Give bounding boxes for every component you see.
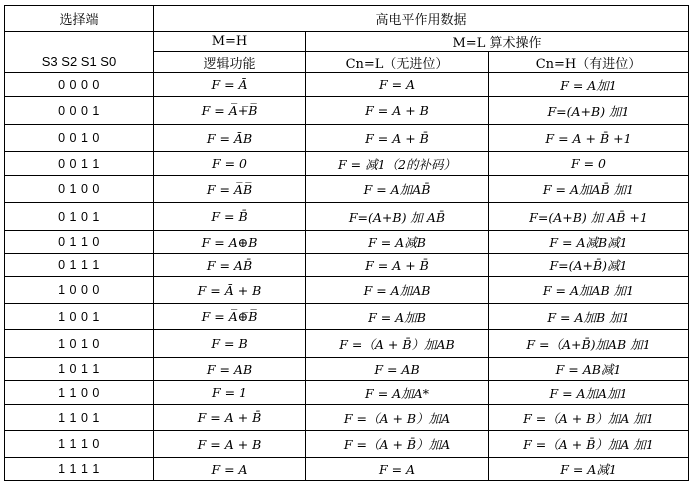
select-bits-cell: 0 0 1 1 [5, 152, 154, 176]
high-level-label: 高电平作用数据 [154, 6, 689, 32]
cn-high-header: Cn=H（有进位） [489, 52, 689, 73]
table-row [5, 358, 689, 381]
cn-high-cell: F = A加AB̄ 加1 [489, 176, 689, 203]
cn-low-cell: F = A加B [306, 304, 489, 330]
select-bits-cell: 1 0 1 1 [5, 358, 154, 381]
cn-low-cell: F = A减B [306, 231, 489, 254]
m-low-header: M=L 算术操作 [306, 32, 689, 52]
logic-function-cell: F = ĀB [154, 125, 306, 152]
cn-high-cell: F=(A+B̄)减1 [489, 254, 689, 277]
select-bits-cell: 0 0 0 0 [5, 73, 154, 97]
logic-function-header: 逻辑功能 [154, 52, 306, 73]
cn-low-cell: F = A加A* [306, 381, 489, 405]
table-row [5, 431, 689, 458]
cn-high-cell: F=(A+B) 加1 [489, 97, 689, 125]
logic-function-cell: F = AB [154, 358, 306, 381]
select-bits-cell: 0 1 1 0 [5, 231, 154, 254]
logic-function-cell: F = A [154, 458, 306, 481]
select-bits-header: S3 S2 S1 S0 [5, 32, 154, 73]
cn-low-cell: F = A + B̄ [306, 125, 489, 152]
select-bits-cell: 1 1 0 0 [5, 381, 154, 405]
cn-low-cell: F =（A + B）加A [306, 405, 489, 431]
logic-function-cell: F = A + B [154, 431, 306, 458]
logic-function-cell: F = A⊕B [154, 231, 306, 254]
table-row [5, 176, 689, 203]
select-bits-cell: 0 1 0 0 [5, 176, 154, 203]
cn-high-cell: F = A减1 [489, 458, 689, 481]
logic-function-cell: F = A̅⊕̅B̅ [154, 304, 306, 330]
cn-high-cell: F =（A + B）加A 加1 [489, 405, 689, 431]
table-row [5, 97, 689, 125]
alu-function-table [4, 5, 689, 481]
table-row [5, 405, 689, 431]
cn-low-cell: F = A + B̄ [306, 254, 489, 277]
cn-high-cell: F = A加AB 加1 [489, 277, 689, 304]
table-body [5, 6, 689, 481]
cn-low-cell: F=(A+B) 加 AB̄ [306, 203, 489, 231]
table-row [5, 231, 689, 254]
table-row [5, 73, 689, 97]
table-row [5, 152, 689, 176]
cn-high-cell: F =（A + B̄）加A 加1 [489, 431, 689, 458]
cn-low-cell: F = A [306, 73, 489, 97]
table-row [5, 277, 689, 304]
header-row-2 [5, 32, 689, 52]
select-bits-cell: 1 1 1 1 [5, 458, 154, 481]
m-high-header: M=H [154, 32, 306, 52]
table-row [5, 125, 689, 152]
cn-high-cell: F = AB减1 [489, 358, 689, 381]
select-bits-cell: 1 0 0 0 [5, 277, 154, 304]
select-bits-cell: 0 0 0 1 [5, 97, 154, 125]
select-bits-cell: 0 1 0 1 [5, 203, 154, 231]
logic-function-cell: F = A̅B̅ [154, 176, 306, 203]
logic-function-cell: F = B̄ [154, 203, 306, 231]
cn-high-cell: F=(A+B) 加 AB̄ +1 [489, 203, 689, 231]
logic-function-cell: F = Ā [154, 73, 306, 97]
table-row [5, 381, 689, 405]
select-bits-cell: 0 0 1 0 [5, 125, 154, 152]
logic-function-cell: F = A + B̄ [154, 405, 306, 431]
cn-low-header: Cn=L（无进位） [306, 52, 489, 73]
logic-function-cell: F = B [154, 330, 306, 358]
cn-high-cell: F = A加1 [489, 73, 689, 97]
logic-function-cell: F = 0 [154, 152, 306, 176]
cn-low-cell: F = AB [306, 358, 489, 381]
cn-low-cell: F =（A + B̄）加A [306, 431, 489, 458]
cn-low-cell: F =（A + B̄）加AB [306, 330, 489, 358]
table-row [5, 203, 689, 231]
table-row [5, 330, 689, 358]
select-bits-cell: 1 1 1 0 [5, 431, 154, 458]
cn-high-cell: F = A加A加1 [489, 381, 689, 405]
cn-low-cell: F = A加AB̄ [306, 176, 489, 203]
logic-function-cell: F = AB̄ [154, 254, 306, 277]
cn-high-cell: F = A减B减1 [489, 231, 689, 254]
cn-low-cell: F = 减1（2的补码） [306, 152, 489, 176]
cn-low-cell: F = A + B [306, 97, 489, 125]
logic-function-cell: F = A̅+̅B̅ [154, 97, 306, 125]
select-bits-cell: 1 0 0 1 [5, 304, 154, 330]
cn-high-cell: F = A + B̄ +1 [489, 125, 689, 152]
table-row [5, 304, 689, 330]
logic-function-cell: F = Ā + B [154, 277, 306, 304]
logic-function-cell: F = 1 [154, 381, 306, 405]
cn-low-cell: F = A加AB [306, 277, 489, 304]
header-row-1 [5, 6, 689, 32]
select-bits-cell: 1 0 1 0 [5, 330, 154, 358]
cn-high-cell: F = A加B 加1 [489, 304, 689, 330]
select-bits-cell: 0 1 1 1 [5, 254, 154, 277]
select-label: 选择端 [5, 6, 154, 32]
table-row [5, 254, 689, 277]
cn-low-cell: F = A [306, 458, 489, 481]
select-bits-cell: 1 1 0 1 [5, 405, 154, 431]
cn-high-cell: F =（A+B̄)加AB 加1 [489, 330, 689, 358]
cn-high-cell: F = 0 [489, 152, 689, 176]
